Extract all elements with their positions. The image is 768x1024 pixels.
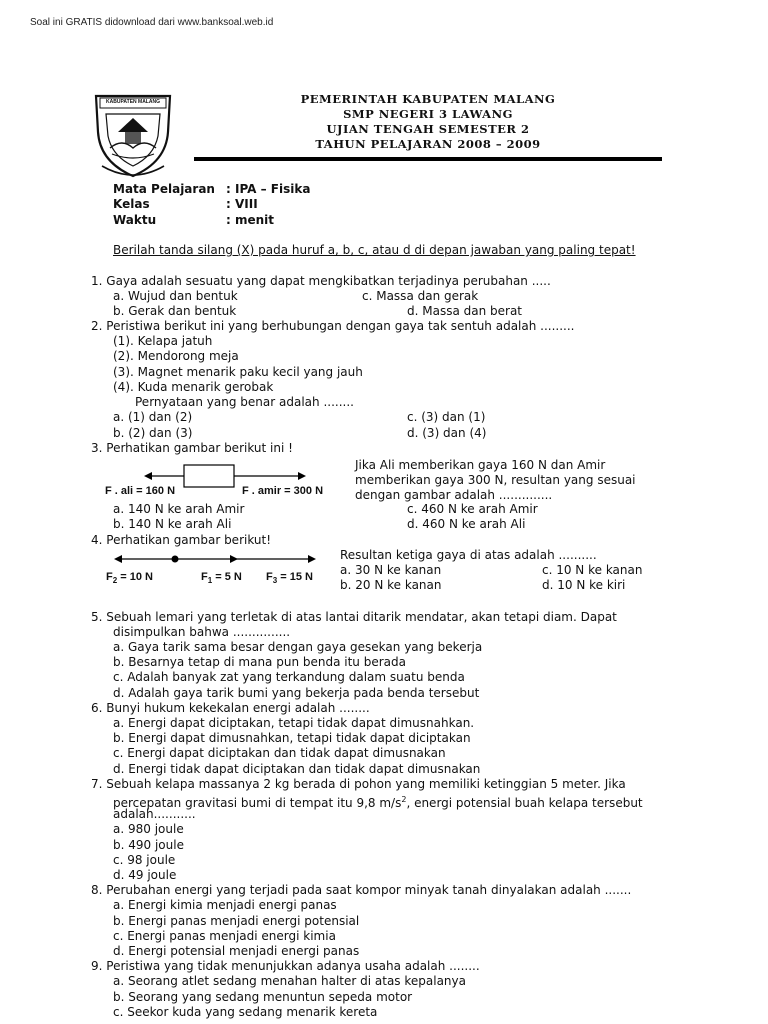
q4-force-diagram <box>110 550 330 570</box>
q4-f2-symbol: F <box>106 571 113 583</box>
header-government: PEMERINTAH KABUPATEN MALANG <box>300 92 556 106</box>
q3-option-c: c. 460 N ke arah Amir <box>407 502 538 516</box>
q2-statement-4: (4). Kuda menarik gerobak <box>113 380 274 394</box>
q7-option-b: b. 490 joule <box>113 838 184 852</box>
q5-option-a: a. Gaya tarik sama besar dengan gaya gesekan yang bekerja <box>113 640 483 654</box>
q4-f1-value: = 5 N <box>215 571 242 583</box>
q8-stem: 8. Perubahan energi yang terjadi pada saat kompor minyak tanah dinyalakan adalah ....... <box>91 883 632 897</box>
q4-option-d: d. 10 N ke kiri <box>542 578 626 592</box>
subject-value: : IPA – Fisika <box>226 182 311 196</box>
q3-option-d: d. 460 N ke arah Ali <box>407 517 526 531</box>
q4-f1-symbol: F <box>201 571 208 583</box>
q2-option-d: d. (3) dan (4) <box>407 426 487 440</box>
q1-option-d: d. Massa dan berat <box>407 304 523 318</box>
q5-stem-line1: 5. Sebuah lemari yang terletak di atas lantai ditarik mendatar, akan tetapi diam. Dapat <box>91 610 617 624</box>
q4-f2-subscript: 2 <box>112 576 118 586</box>
q2-option-b: b. (2) dan (3) <box>113 426 193 440</box>
q1-stem: 1. Gaya adalah sesuatu yang dapat mengkibatkan terjadinya perubahan ..... <box>91 274 551 288</box>
q9-option-b: b. Seorang yang sedang menuntun sepeda motor <box>113 990 413 1004</box>
q4-stem: 4. Perhatikan gambar berikut! <box>91 533 272 547</box>
q4-option-b: b. 20 N ke kanan <box>340 578 442 592</box>
subject-label: Mata Pelajaran <box>113 182 215 196</box>
q2-statement-1: (1). Kelapa jatuh <box>113 334 213 348</box>
q7-stem-line3: adalah........... <box>113 807 196 821</box>
q3-force-ali-label: F . ali = 160 N <box>105 485 176 497</box>
q4-prompt: Resultan ketiga gaya di atas adalah .......... <box>340 548 597 562</box>
q4-f3-value: = 15 N <box>280 571 313 583</box>
q2-option-c: c. (3) dan (1) <box>407 410 486 424</box>
q6-option-b: b. Energi dapat dimusnahkan, tetapi tidak dapat diciptakan <box>113 731 471 745</box>
q2-statement-2: (2). Mendorong meja <box>113 349 239 363</box>
q7-stem-line2-start: percepatan gravitasi bumi di tempat itu 9,8 m/s <box>113 796 402 810</box>
q2-statement-3: (3). Magnet menarik paku kecil yang jauh <box>113 365 363 379</box>
q9-stem: 9. Peristiwa yang tidak menunjukkan adanya usaha adalah ........ <box>91 959 480 973</box>
q1-option-b: b. Gerak dan bentuk <box>113 304 237 318</box>
header-year: TAHUN PELAJARAN 2008 – 2009 <box>315 137 541 151</box>
header-exam: UJIAN TENGAH SEMESTER 2 <box>326 122 530 136</box>
q3-force-amir-label: F . amir = 300 N <box>242 485 324 497</box>
q3-stem: 3. Perhatikan gambar berikut ini ! <box>91 441 293 455</box>
q6-option-a: a. Energi dapat diciptakan, tetapi tidak dapat dimusnahkan. <box>113 716 475 730</box>
class-label: Kelas <box>113 197 150 211</box>
q8-option-b: b. Energi panas menjadi energi potensial <box>113 914 360 928</box>
q6-option-c: c. Energi dapat diciptakan dan tidak dapat dimusnakan <box>113 746 446 760</box>
q4-f1-label <box>201 571 242 585</box>
q4-option-c: c. 10 N ke kanan <box>542 563 643 577</box>
q8-option-d: d. Energi potensial menjadi energi panas <box>113 944 360 958</box>
q4-f2-value: = 10 N <box>120 571 153 583</box>
q8-option-a: a. Energi kimia menjadi energi panas <box>113 898 337 912</box>
kabupaten-malang-logo <box>92 92 174 178</box>
instruction: Berilah tanda silang (X) pada huruf a, b, c, atau d di depan jawaban yang paling tepat! <box>113 243 636 257</box>
q3-option-a: a. 140 N ke arah Amir <box>113 502 245 516</box>
q8-option-c: c. Energi panas menjadi energi kimia <box>113 929 336 943</box>
header-divider <box>194 157 662 161</box>
q4-f2-label <box>106 571 153 585</box>
q2-option-a: a. (1) dan (2) <box>113 410 193 424</box>
q9-option-c: c. Seekor kuda yang sedang menarik kereta <box>113 1005 378 1019</box>
q2-stem: 2. Peristiwa berikut ini yang berhubungan dengan gaya tak sentuh adalah ......... <box>91 319 575 333</box>
q7-superscript: 2 <box>401 795 407 804</box>
time-value: : menit <box>226 213 275 227</box>
header-school: SMP NEGERI 3 LAWANG <box>343 107 513 121</box>
q4-f1-subscript: 1 <box>207 576 213 586</box>
q9-option-a: a. Seorang atlet sedang menahan halter di atas kepalanya <box>113 974 466 988</box>
q6-stem: 6. Bunyi hukum kekekalan energi adalah ........ <box>91 701 370 715</box>
q5-stem-line2: disimpulkan bahwa ............... <box>113 625 291 639</box>
time-label: Waktu <box>113 213 157 227</box>
q3-text-line1: Jika Ali memberikan gaya 160 N dan Amir <box>355 458 606 472</box>
q4-f3-subscript: 3 <box>272 576 278 586</box>
q5-option-c: c. Adalah banyak zat yang terkandung dalam suatu benda <box>113 670 465 684</box>
q4-f3-symbol: F <box>266 571 273 583</box>
q3-text-line2: memberikan gaya 300 N, resultan yang sesuai <box>355 473 636 487</box>
watermark-text: Soal ini GRATIS didownload dari www.banksoal.web.id <box>30 17 274 28</box>
q5-option-b: b. Besarnya tetap di mana pun benda itu berada <box>113 655 406 669</box>
q2-prompt: Pernyataan yang benar adalah ........ <box>135 395 354 409</box>
q7-option-a: a. 980 joule <box>113 822 184 836</box>
q7-option-c: c. 98 joule <box>113 853 176 867</box>
q7-stem-line2-end: , energi potensial buah kelapa tersebut <box>406 796 643 810</box>
q3-option-b: b. 140 N ke arah Ali <box>113 517 232 531</box>
q5-option-d: d. Adalah gaya tarik bumi yang bekerja pada benda tersebut <box>113 686 480 700</box>
q7-stem-line1: 7. Sebuah kelapa massanya 2 kg berada di pohon yang memiliki ketinggian 5 meter. Jika <box>91 777 626 791</box>
q4-option-a: a. 30 N ke kanan <box>340 563 442 577</box>
q3-text-line3: dengan gambar adalah .............. <box>355 488 553 502</box>
q4-f3-label <box>266 571 313 585</box>
q1-option-a: a. Wujud dan bentuk <box>113 289 238 303</box>
q7-option-d: d. 49 joule <box>113 868 177 882</box>
logo-text: KABUPATEN MALANG <box>106 99 160 105</box>
q1-option-c: c. Massa dan gerak <box>362 289 479 303</box>
q6-option-d: d. Energi tidak dapat diciptakan dan tidak dapat dimusnakan <box>113 762 481 776</box>
class-value: : VIII <box>226 197 258 211</box>
